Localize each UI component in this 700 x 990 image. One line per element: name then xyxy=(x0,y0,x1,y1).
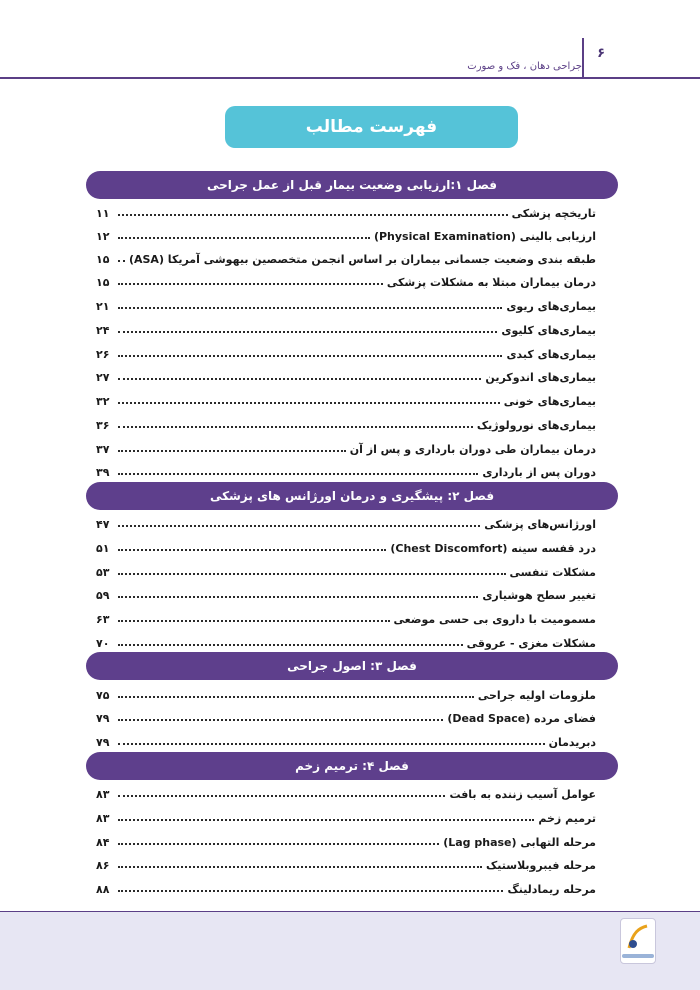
dot-leader xyxy=(118,214,508,216)
dot-leader xyxy=(118,573,506,575)
dot-leader xyxy=(118,549,386,551)
entry-page: ۵۹ xyxy=(96,589,110,602)
entry-page: ۳۹ xyxy=(96,466,110,479)
entry-page: ۸۶ xyxy=(96,859,110,872)
toc-entry[interactable] xyxy=(96,874,596,896)
entry-page: ۶۳ xyxy=(96,613,110,626)
logo-mark xyxy=(625,922,651,952)
entry-page: ۲۱ xyxy=(96,300,110,313)
entry-title: بیماری‌های اندوکرین xyxy=(485,371,596,384)
page-footer xyxy=(0,912,700,990)
publisher-logo-icon xyxy=(620,918,656,964)
dot-leader xyxy=(118,719,443,721)
toc-entry[interactable] xyxy=(96,628,596,650)
dot-leader xyxy=(118,331,497,333)
entry-page: ۷۹ xyxy=(96,736,110,749)
toc-entry[interactable] xyxy=(96,221,596,243)
entry-title: ترمیم زخم xyxy=(538,812,596,825)
dot-leader xyxy=(118,843,439,845)
toc-entry[interactable] xyxy=(96,410,596,432)
toc-entry[interactable] xyxy=(96,680,596,702)
toc-entry[interactable] xyxy=(96,727,596,749)
dot-leader xyxy=(118,450,346,452)
entry-page: ۱۱ xyxy=(96,207,110,220)
dot-leader xyxy=(118,620,390,622)
entry-title: درمان بیماران طی دوران بارداری و پس از آن xyxy=(349,443,596,456)
entry-page: ۵۱ xyxy=(96,542,110,555)
entry-title: بیماری‌های نورولوژیک xyxy=(476,419,596,432)
entry-page: ۲۴ xyxy=(96,324,110,337)
toc-entry[interactable] xyxy=(96,779,596,801)
entry-title: تاریخچه پزشکی xyxy=(511,207,596,220)
toc-entry[interactable] xyxy=(96,457,596,479)
dot-leader xyxy=(118,696,474,698)
toc-entry[interactable] xyxy=(96,386,596,408)
chapter-2-heading: فصل ۲: پیشگیری و درمان اورژانس های پزشکی xyxy=(86,482,618,510)
entry-title: دبریدمان xyxy=(548,736,596,749)
entry-title: عوامل آسیب زننده به بافت xyxy=(449,788,596,801)
entry-page: ۳۷ xyxy=(96,443,110,456)
toc-entry[interactable] xyxy=(96,557,596,579)
entry-title: مشکلات تنفسی xyxy=(509,566,596,579)
entry-title: ملزومات اولیه جراحی xyxy=(477,689,596,702)
entry-page: ۸۳ xyxy=(96,788,110,801)
toc-entry[interactable] xyxy=(96,244,596,266)
entry-title: بیماری‌های ریوی xyxy=(506,300,596,313)
entry-page: ۳۲ xyxy=(96,395,110,408)
dot-leader xyxy=(118,378,481,380)
entry-page: ۸۳ xyxy=(96,812,110,825)
dot-leader xyxy=(118,426,473,428)
toc-entry[interactable] xyxy=(96,362,596,384)
toc-entry[interactable] xyxy=(96,803,596,825)
dot-leader xyxy=(118,743,545,745)
toc-entry[interactable] xyxy=(96,267,596,289)
entry-page: ۷۹ xyxy=(96,712,110,725)
entry-title: بیماری‌های کبدی xyxy=(506,348,596,361)
entry-page: ۸۴ xyxy=(96,836,110,849)
toc-entry[interactable] xyxy=(96,850,596,872)
dot-leader xyxy=(118,402,500,404)
toc-entry[interactable] xyxy=(96,315,596,337)
entry-page: ۲۷ xyxy=(96,371,110,384)
dot-leader xyxy=(118,260,125,262)
dot-leader xyxy=(118,890,503,892)
toc-entry[interactable] xyxy=(96,291,596,313)
dot-leader xyxy=(118,307,502,309)
toc-entry[interactable] xyxy=(96,434,596,456)
header-rule xyxy=(0,77,700,79)
entry-page: ۳۶ xyxy=(96,419,110,432)
entry-page: ۱۵ xyxy=(96,253,110,266)
entry-title: تغییر سطح هوشیاری xyxy=(482,589,596,602)
toc-entry[interactable] xyxy=(96,827,596,849)
dot-leader xyxy=(118,644,463,646)
dot-leader xyxy=(118,237,370,239)
entry-title: دوران پس از بارداری xyxy=(482,466,596,479)
entry-title: درمان بیماران مبتلا به مشکلات پزشکی xyxy=(386,276,596,289)
toc-entry[interactable] xyxy=(96,703,596,725)
page-header xyxy=(0,0,700,80)
entry-title: مشکلات مغزی - عروقی xyxy=(466,637,596,650)
entry-page: ۸۸ xyxy=(96,883,110,896)
header-divider xyxy=(582,38,584,78)
toc-entry[interactable] xyxy=(96,533,596,555)
dot-leader xyxy=(118,866,482,868)
entry-title: مرحله فیبروبلاستیک xyxy=(486,859,596,872)
entry-title: مرحله ریمادلینگ xyxy=(507,883,596,896)
toc-title: فهرست مطالب xyxy=(225,106,518,148)
entry-title: بیماری‌های کلیوی xyxy=(501,324,596,337)
entry-title: مرحله التهابی (Lag phase) xyxy=(443,836,596,849)
entry-page: ۲۶ xyxy=(96,348,110,361)
dot-leader xyxy=(118,795,445,797)
dot-leader xyxy=(118,525,480,527)
chapter-1-heading: فصل ۱:ارزیابی وضعیت بیمار قبل از عمل جراحی xyxy=(86,171,618,199)
entry-title: طبقه بندی وضعیت جسمانی بیماران بر اساس انجمن متخصصین بیهوشی آمریکا (ASA) xyxy=(128,253,596,266)
toc-entry[interactable] xyxy=(96,198,596,220)
toc-entry[interactable] xyxy=(96,604,596,626)
entry-title: مسمومیت با داروی بی حسی موضعی xyxy=(393,613,596,626)
dot-leader xyxy=(118,283,383,285)
entry-title: درد قفسه سینه (Chest Discomfort) xyxy=(390,542,596,555)
entry-title: بیماری‌های خونی xyxy=(503,395,596,408)
toc-entry[interactable] xyxy=(96,580,596,602)
entry-page: ۱۵ xyxy=(96,276,110,289)
dot-leader xyxy=(118,819,534,821)
book-title: جراحی دهان ، فک و صورت xyxy=(467,61,582,72)
chapter-4-heading: فصل ۴: ترمیم زخم xyxy=(86,752,618,780)
dot-leader xyxy=(118,355,502,357)
toc-entry[interactable] xyxy=(96,509,596,531)
dot-leader xyxy=(118,596,478,598)
dot-leader xyxy=(118,473,478,475)
entry-page: ۷۵ xyxy=(96,689,110,702)
logo-subline xyxy=(622,954,654,958)
toc-entry[interactable] xyxy=(96,339,596,361)
entry-page: ۱۲ xyxy=(96,230,110,243)
page-number: ۶ xyxy=(597,46,605,61)
entry-page: ۷۰ xyxy=(96,637,110,650)
entry-title: اورژانس‌های پزشکی xyxy=(484,518,596,531)
entry-title: فضای مرده (Dead Space) xyxy=(447,712,596,725)
entry-page: ۵۳ xyxy=(96,566,110,579)
entry-page: ۴۷ xyxy=(96,518,110,531)
entry-title: ارزیابی بالینی (Physical Examination) xyxy=(373,230,596,243)
chapter-3-heading: فصل ۳: اصول جراحی xyxy=(86,652,618,680)
